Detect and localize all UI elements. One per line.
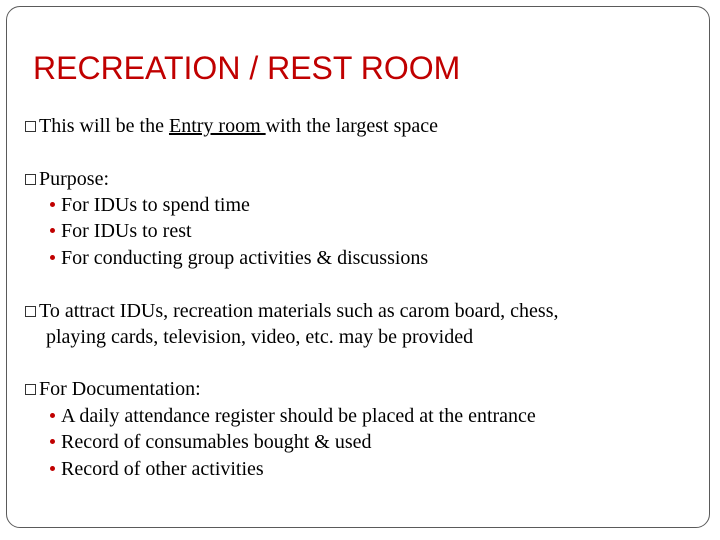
checkbox-bullet-icon xyxy=(25,306,36,317)
sub-bullet xyxy=(50,219,192,243)
bullet-purpose xyxy=(25,167,109,191)
checkbox-bullet-icon xyxy=(25,174,36,185)
sub-bullet-text: For IDUs to spend time xyxy=(61,194,250,216)
dot-bullet-icon xyxy=(50,466,55,471)
bullet-entry-room xyxy=(25,114,438,138)
bullet-text: To attract IDUs, recreation materials such as carom board, chess, xyxy=(39,300,559,322)
sub-bullet-text: A daily attendance register should be placed at the entrance xyxy=(61,405,536,427)
sub-bullet xyxy=(50,430,372,454)
dot-bullet-icon xyxy=(50,255,55,260)
dot-bullet-icon xyxy=(50,228,55,233)
entry-room-text: Entry room xyxy=(168,115,266,137)
sub-bullet xyxy=(50,457,264,481)
bullet-continuation: playing cards, television, video, etc. may be provided xyxy=(46,326,474,348)
bullet-text: For Documentation: xyxy=(39,378,201,400)
bullet-text: This will be the xyxy=(39,115,169,137)
slide-title: RECREATION / REST ROOM xyxy=(33,50,461,86)
bullet-text: with the largest space xyxy=(265,115,438,137)
sub-bullet-text: Record of other activities xyxy=(61,458,264,480)
bullet-documentation xyxy=(25,377,201,401)
dot-bullet-icon xyxy=(50,413,55,418)
sub-bullet-text: For IDUs to rest xyxy=(61,220,192,242)
checkbox-bullet-icon xyxy=(25,384,36,395)
bullet-text: Purpose: xyxy=(39,168,109,190)
sub-bullet xyxy=(50,193,250,217)
sub-bullet xyxy=(50,246,428,270)
dot-bullet-icon xyxy=(50,439,55,444)
bullet-recreation-materials xyxy=(25,299,559,323)
sub-bullet-text: For conducting group activities & discussions xyxy=(61,247,429,269)
dot-bullet-icon xyxy=(50,202,55,207)
sub-bullet-text: Record of consumables bought & used xyxy=(61,431,372,453)
checkbox-bullet-icon xyxy=(25,121,36,132)
sub-bullet xyxy=(50,404,536,428)
